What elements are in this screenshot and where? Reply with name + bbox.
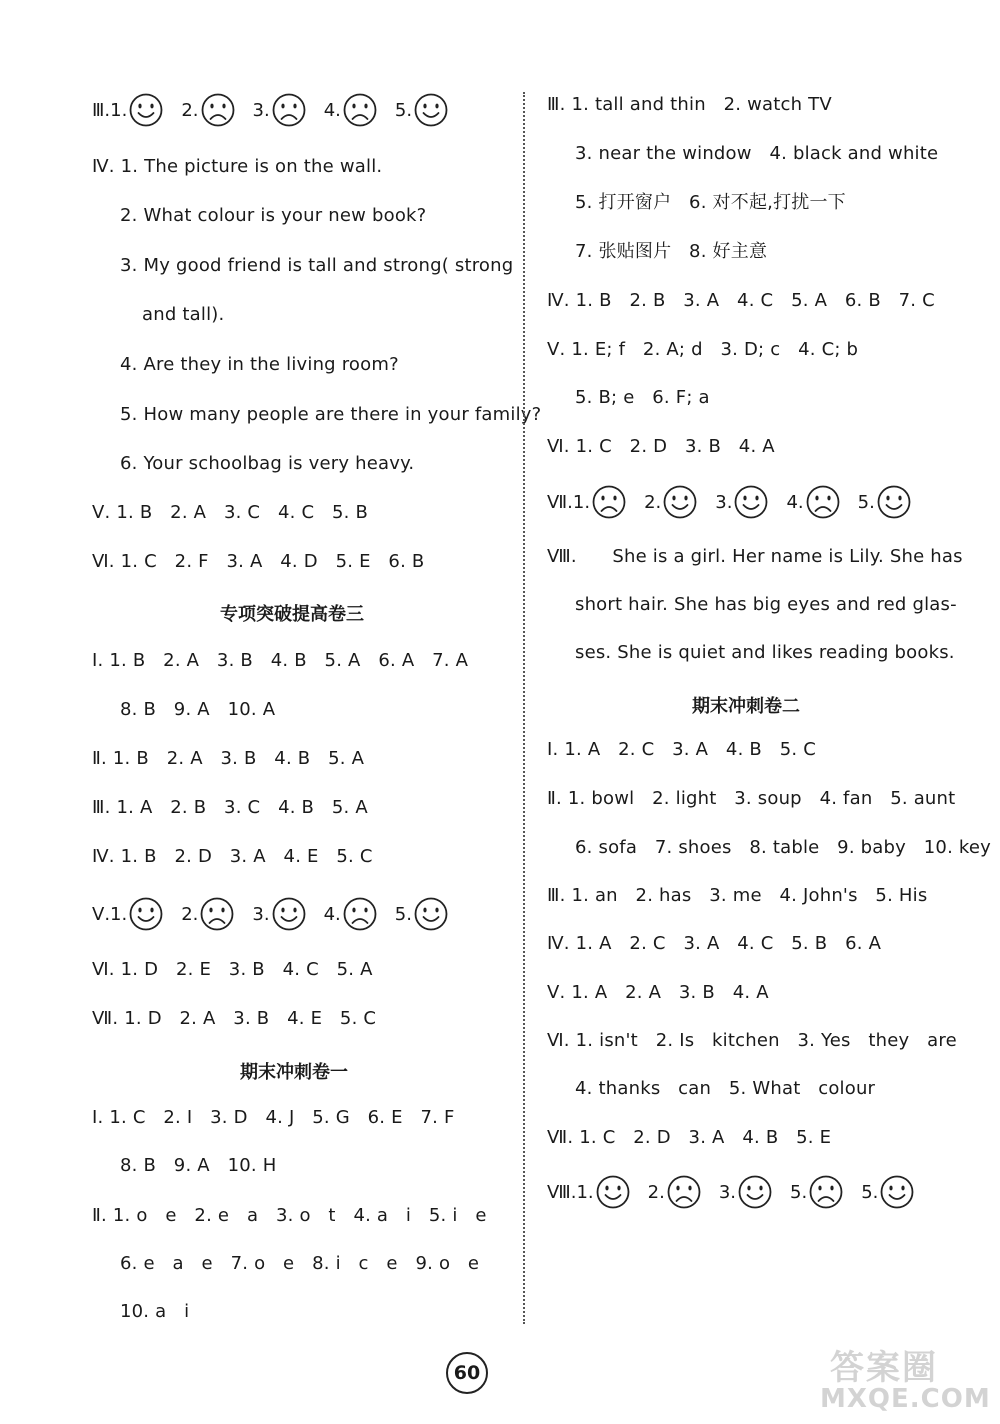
answer-line: Ⅵ. 1. D 2. E 3. B 4. C 5. A	[92, 959, 373, 980]
answer-line: short hair. She has big eyes and red glas-	[575, 594, 957, 615]
item-number: 1.	[576, 1181, 594, 1203]
answer-line: Ⅶ. 1. D 2. A 3. B 4. E 5. C	[92, 1008, 377, 1029]
answer-line: 8. B 9. A 10. A	[120, 699, 276, 720]
item-number: 2.	[181, 99, 199, 121]
sad-face-icon	[809, 1175, 843, 1209]
answer-line: 5. How many people are there in your family?	[120, 404, 542, 425]
sad-face-icon	[272, 93, 306, 127]
answer-line: Ⅰ. 1. C 2. I 3. D 4. J 5. G 6. E 7. F	[92, 1107, 455, 1128]
happy-face-icon	[738, 1175, 772, 1209]
item-number: 2.	[644, 491, 662, 513]
answer-line: 7. 张贴图片 8. 好主意	[575, 241, 768, 262]
item-number: 5.	[861, 1181, 879, 1203]
item-number: 4.	[786, 491, 804, 513]
answer-line: Ⅳ. 1. A 2. C 3. A 4. C 5. B 6. A	[547, 933, 882, 954]
item-number: 1.	[110, 903, 128, 925]
answer-line: Ⅵ. 1. C 2. D 3. B 4. A	[547, 436, 775, 457]
answer-line: Ⅰ. 1. B 2. A 3. B 4. B 5. A 6. A 7. A	[92, 650, 469, 671]
answer-line: Ⅵ. 1. isn't 2. Is kitchen 3. Yes they are	[547, 1030, 957, 1051]
answer-line: Ⅲ. 1. an 2. has 3. me 4. John's 5. His	[547, 885, 928, 906]
answer-line: Ⅴ. 1. B 2. A 3. C 4. C 5. B	[92, 502, 369, 523]
section-label: Ⅴ.	[92, 903, 111, 925]
answer-line: Ⅶ. 1. C 2. D 3. A 4. B 5. E	[547, 1127, 832, 1148]
answer-line: 8. B 9. A 10. H	[120, 1155, 277, 1176]
watermark-url: MXQE.COM	[820, 1384, 991, 1414]
happy-face-icon	[880, 1175, 914, 1209]
answer-line: Ⅲ. 1. tall and thin 2. watch TV	[547, 94, 832, 115]
answer-line: Ⅱ. 1. o e 2. e a 3. o t 4. a i 5. i e	[92, 1205, 487, 1226]
item-number: 1.	[110, 99, 128, 121]
section-heading: 专项突破提高卷三	[220, 604, 364, 625]
section-label: Ⅲ.	[92, 99, 111, 121]
happy-face-icon	[414, 897, 448, 931]
happy-face-icon	[272, 897, 306, 931]
answer-line: 6. Your schoolbag is very heavy.	[120, 453, 415, 474]
answer-line: 4. Are they in the living room?	[120, 354, 399, 375]
answer-line: Ⅷ. She is a girl. Her name is Lily. She has	[547, 546, 963, 567]
answer-line: 4. thanks can 5. What colour	[575, 1078, 876, 1099]
item-number: 3.	[718, 1181, 736, 1203]
section-label: Ⅶ.	[547, 491, 573, 513]
item-number: 3.	[252, 903, 270, 925]
sad-face-icon	[201, 93, 235, 127]
sad-face-icon	[592, 485, 626, 519]
sad-face-icon	[667, 1175, 701, 1209]
happy-face-icon	[596, 1175, 630, 1209]
answer-line: ses. She is quiet and likes reading books.	[575, 642, 955, 663]
watermark-logo	[820, 1340, 995, 1420]
happy-face-icon	[734, 485, 768, 519]
sad-face-icon	[343, 93, 377, 127]
right-f2-s8-faces	[547, 1174, 932, 1210]
answer-line: Ⅲ. 1. A 2. B 3. C 4. B 5. A	[92, 797, 368, 818]
answer-line: Ⅰ. 1. A 2. C 3. A 4. B 5. C	[547, 739, 817, 760]
happy-face-icon	[877, 485, 911, 519]
happy-face-icon	[414, 93, 448, 127]
section-heading: 期末冲刺卷一	[240, 1062, 348, 1083]
left-s3-faces	[92, 92, 466, 128]
item-number: 3.	[252, 99, 270, 121]
happy-face-icon	[129, 897, 163, 931]
answer-line: Ⅳ. 1. The picture is on the wall.	[92, 156, 383, 177]
item-number: 1.	[572, 491, 591, 513]
answer-line: 10. a i	[120, 1301, 190, 1322]
answer-line: 3. My good friend is tall and strong( strong	[120, 255, 514, 276]
left-h3-s5-faces	[92, 896, 466, 932]
item-number: 5.	[394, 903, 412, 925]
sad-face-icon	[200, 897, 234, 931]
answer-line: Ⅱ. 1. bowl 2. light 3. soup 4. fan 5. aunt	[547, 788, 956, 809]
answer-line: Ⅳ. 1. B 2. B 3. A 4. C 5. A 6. B 7. C	[547, 290, 935, 311]
answer-line: Ⅴ. 1. A 2. A 3. B 4. A	[547, 982, 769, 1003]
item-number: 2.	[181, 903, 199, 925]
answer-line: 5. 打开窗户 6. 对不起,打扰一下	[575, 192, 846, 213]
answer-line: 2. What colour is your new book?	[120, 205, 427, 226]
answer-line: Ⅴ. 1. E; f 2. A; d 3. D; c 4. C; b	[547, 339, 859, 360]
answer-line: 6. sofa 7. shoes 8. table 9. baby 10. key	[575, 837, 992, 858]
happy-face-icon	[129, 93, 163, 127]
item-number: 5.	[857, 491, 875, 513]
watermark-text: 答案圈	[830, 1348, 938, 1388]
item-number: 4.	[323, 99, 341, 121]
answer-line: Ⅱ. 1. B 2. A 3. B 4. B 5. A	[92, 748, 365, 769]
happy-face-icon	[663, 485, 697, 519]
section-label: Ⅷ.	[547, 1181, 577, 1203]
answer-line: and tall).	[142, 304, 225, 325]
answer-line: Ⅳ. 1. B 2. D 3. A 4. E 5. C	[92, 846, 373, 867]
item-number: 4.	[323, 903, 341, 925]
answer-line: 6. e a e 7. o e 8. i c e 9. o e	[120, 1253, 480, 1274]
item-number: 2.	[647, 1181, 665, 1203]
right-s7-faces	[547, 484, 929, 520]
sad-face-icon	[806, 485, 840, 519]
answer-line: 5. B; e 6. F; a	[575, 387, 710, 408]
page-number: 60	[446, 1352, 488, 1394]
column-divider	[523, 92, 525, 1324]
item-number: 5.	[394, 99, 413, 121]
section-heading: 期末冲刺卷二	[692, 696, 800, 717]
item-number: 3.	[715, 491, 733, 513]
answer-line: 3. near the window 4. black and white	[575, 143, 939, 164]
answer-line: Ⅵ. 1. C 2. F 3. A 4. D 5. E 6. B	[92, 551, 425, 572]
item-number: 5.	[790, 1181, 808, 1203]
sad-face-icon	[343, 897, 377, 931]
